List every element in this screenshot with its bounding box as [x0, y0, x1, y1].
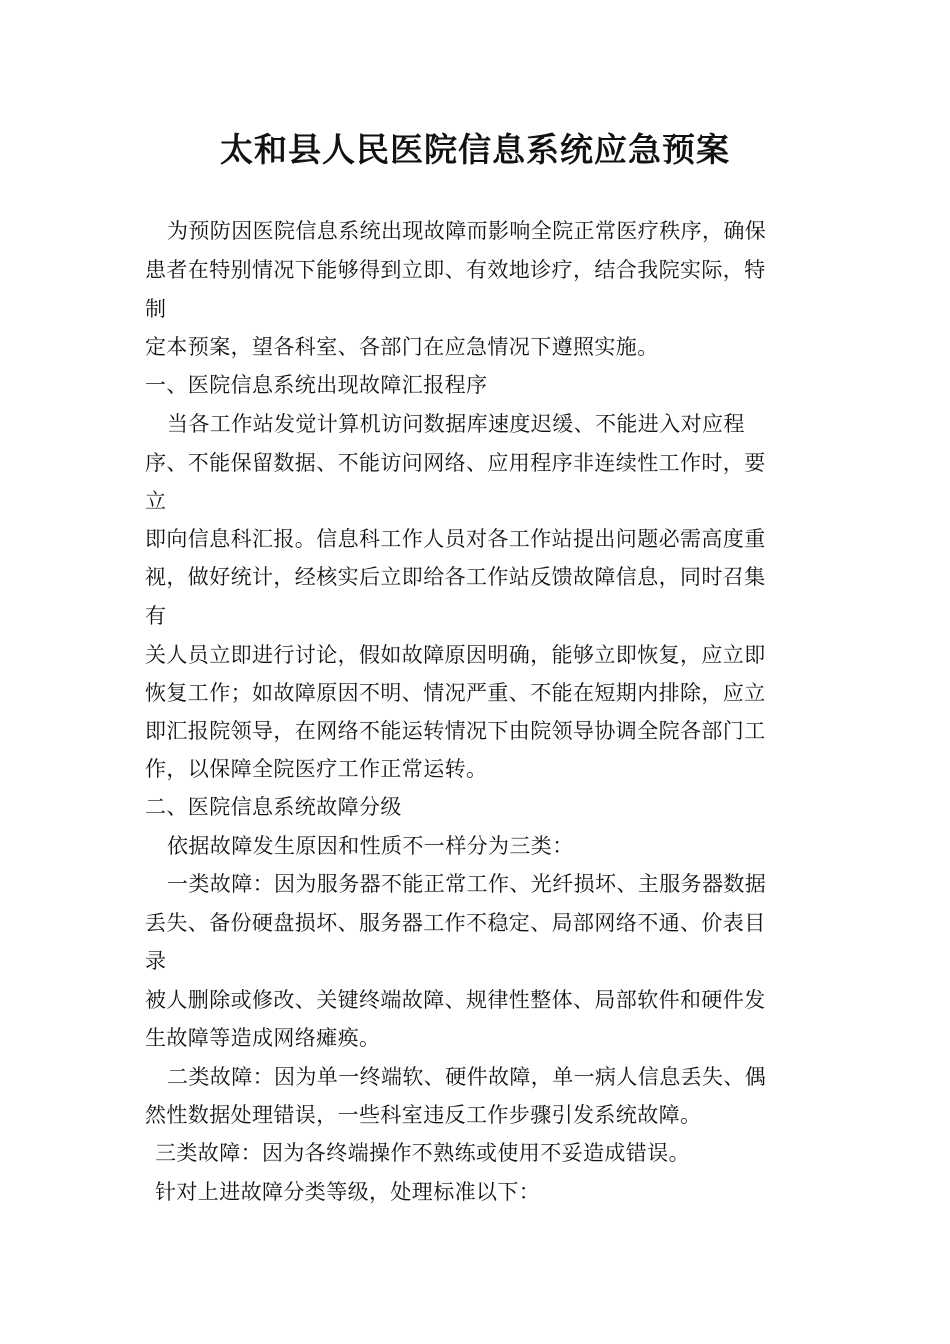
paragraph-line: 序、不能保留数据、不能访问网络、应用程序非连续性工作时，要 [145, 451, 766, 475]
paragraph-line: 关人员立即进行讨论，假如故障原因明确，能够立即恢复，应立即 [145, 643, 766, 667]
paragraph-line: 即向信息科汇报。信息科工作人员对各工作站提出问题必需高度重 [145, 527, 766, 551]
section-heading: 一、医院信息系统出现故障汇报程序 [145, 373, 488, 397]
paragraph-line: 制 [145, 297, 167, 321]
paragraph-line: 视，做好统计，经核实后立即给各工作站反馈故障信息，同时召集 [145, 565, 766, 589]
document-title: 太和县人民医院信息系统应急预案 [220, 130, 730, 169]
paragraph-line: 定本预案，望各科室、各部门在应急情况下遵照实施。 [145, 335, 659, 359]
paragraph-line: 然性数据处理错误，一些科室违反工作步骤引发系统故障。 [145, 1103, 702, 1127]
paragraph-line: 立 [145, 489, 167, 513]
paragraph-line: 生故障等造成网络瘫痪。 [145, 1026, 381, 1050]
paragraph-line: 患者在特别情况下能够得到立即、有效地诊疗，结合我院实际，特 [145, 258, 766, 282]
paragraph-line: 被人删除或修改、关键终端故障、规律性整体、局部软件和硬件发 [145, 988, 766, 1012]
paragraph-line: 依据故障发生原因和性质不一样分为三类： [167, 834, 574, 858]
paragraph-line: 针对上进故障分类等级，处理标准以下： [155, 1180, 541, 1204]
paragraph-line: 即汇报院领导，在网络不能运转情况下由院领导协调全院各部门工 [145, 719, 766, 743]
paragraph-line: 作，以保障全院医疗工作正常运转。 [145, 757, 488, 781]
section-heading: 二、医院信息系统故障分级 [145, 795, 402, 819]
paragraph-line: 当各工作站发觉计算机访问数据库速度迟缓、不能进入对应程 [167, 412, 745, 436]
paragraph-line: 为预防因医院信息系统出现故障而影响全院正常医疗秩序，确保 [167, 219, 767, 243]
paragraph-line: 有 [145, 604, 167, 628]
paragraph-line: 二类故障：因为单一终端软、硬件故障，单一病人信息丢失、偶 [167, 1065, 767, 1089]
paragraph-line: 恢复工作；如故障原因不明、情况严重、不能在短期内排除，应立 [145, 681, 766, 705]
paragraph-line: 一类故障：因为服务器不能正常工作、光纤损坏、主服务器数据 [167, 872, 767, 896]
paragraph-line: 丢失、备份硬盘损坏、服务器工作不稳定、局部网络不通、价表目 [145, 911, 766, 935]
paragraph-line: 录 [145, 949, 167, 973]
paragraph-line: 三类故障：因为各终端操作不熟练或使用不妥造成错误。 [155, 1141, 690, 1165]
